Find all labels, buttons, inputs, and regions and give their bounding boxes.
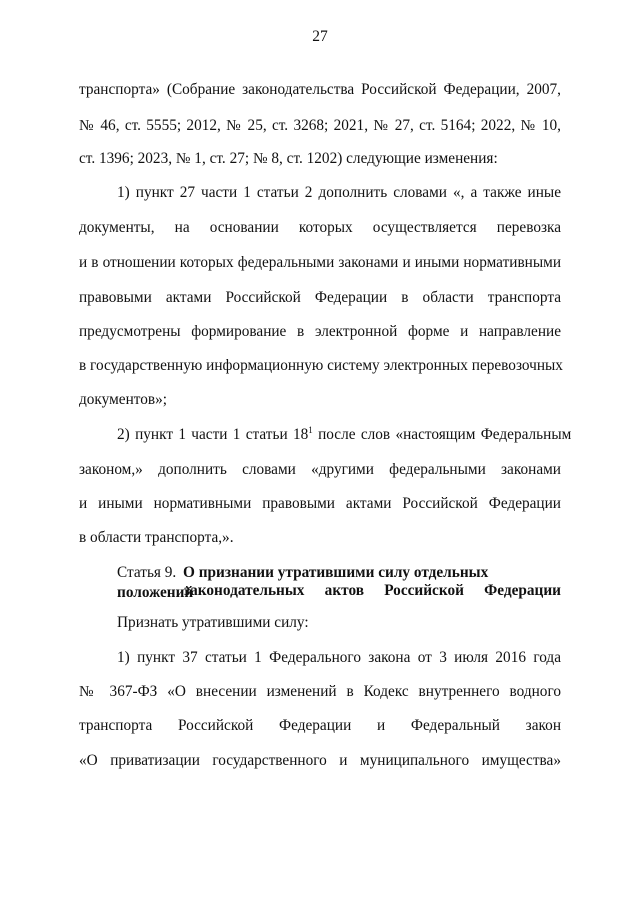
text-line: «О приватизации государственного и муниципального имущества» — [79, 752, 561, 769]
text-line: транспорта» (Собрание законодательства Российской Федерации, 2007, — [79, 81, 561, 98]
text-line — [117, 425, 572, 445]
text-line: правовыми актами Российской Федерации в области транспорта — [79, 289, 561, 306]
text-line: в области транспорта,». — [79, 529, 234, 546]
text-fragment: после слов «настоящим Федеральным — [312, 426, 572, 443]
text-line: № 46, ст. 5555; 2012, № 25, ст. 3268; 2021, № 27, ст. 5164; 2022, № 10, — [79, 117, 561, 134]
text-line: в государственную информационную систему электронных перевозочных — [79, 357, 563, 374]
superscript: 1 — [308, 425, 313, 435]
text-line: документов»; — [79, 391, 168, 408]
text-line: № 367-ФЗ «О внесении изменений в Кодекс внутреннего водного — [79, 683, 561, 700]
text-line: документы, на основании которых осуществляется перевозка — [79, 219, 561, 236]
text-line: 1) пункт 37 статьи 1 Федерального закона от 3 июля 2016 года — [117, 649, 561, 666]
article-title-continued: законодательных актов Российской Федерации — [184, 582, 561, 599]
text-line: ст. 1396; 2023, № 1, ст. 27; № 8, ст. 1202) следующие изменения: — [79, 150, 498, 167]
text-line: Признать утратившими силу: — [117, 614, 309, 631]
text-fragment: 2) пункт 1 части 1 статьи 18 — [117, 426, 309, 443]
text-line: и иными нормативными правовыми актами Российской Федерации — [79, 495, 561, 512]
text-line: и в отношении которых федеральными законами и иными нормативными — [79, 254, 561, 271]
text-line: транспорта Российской Федерации и Федеральный закон — [79, 717, 561, 734]
page-number: 27 — [312, 28, 328, 45]
article-number: Статья 9. — [117, 564, 177, 581]
text-line: 1) пункт 27 части 1 статьи 2 дополнить словами «, а также иные — [117, 184, 561, 201]
article-title: О признании утратившими силу отдельных положений — [117, 564, 489, 601]
text-line: предусмотрены формирование в электронной форме и направление — [79, 323, 561, 340]
text-line: законом,» дополнить словами «другими федеральными законами — [79, 461, 561, 478]
